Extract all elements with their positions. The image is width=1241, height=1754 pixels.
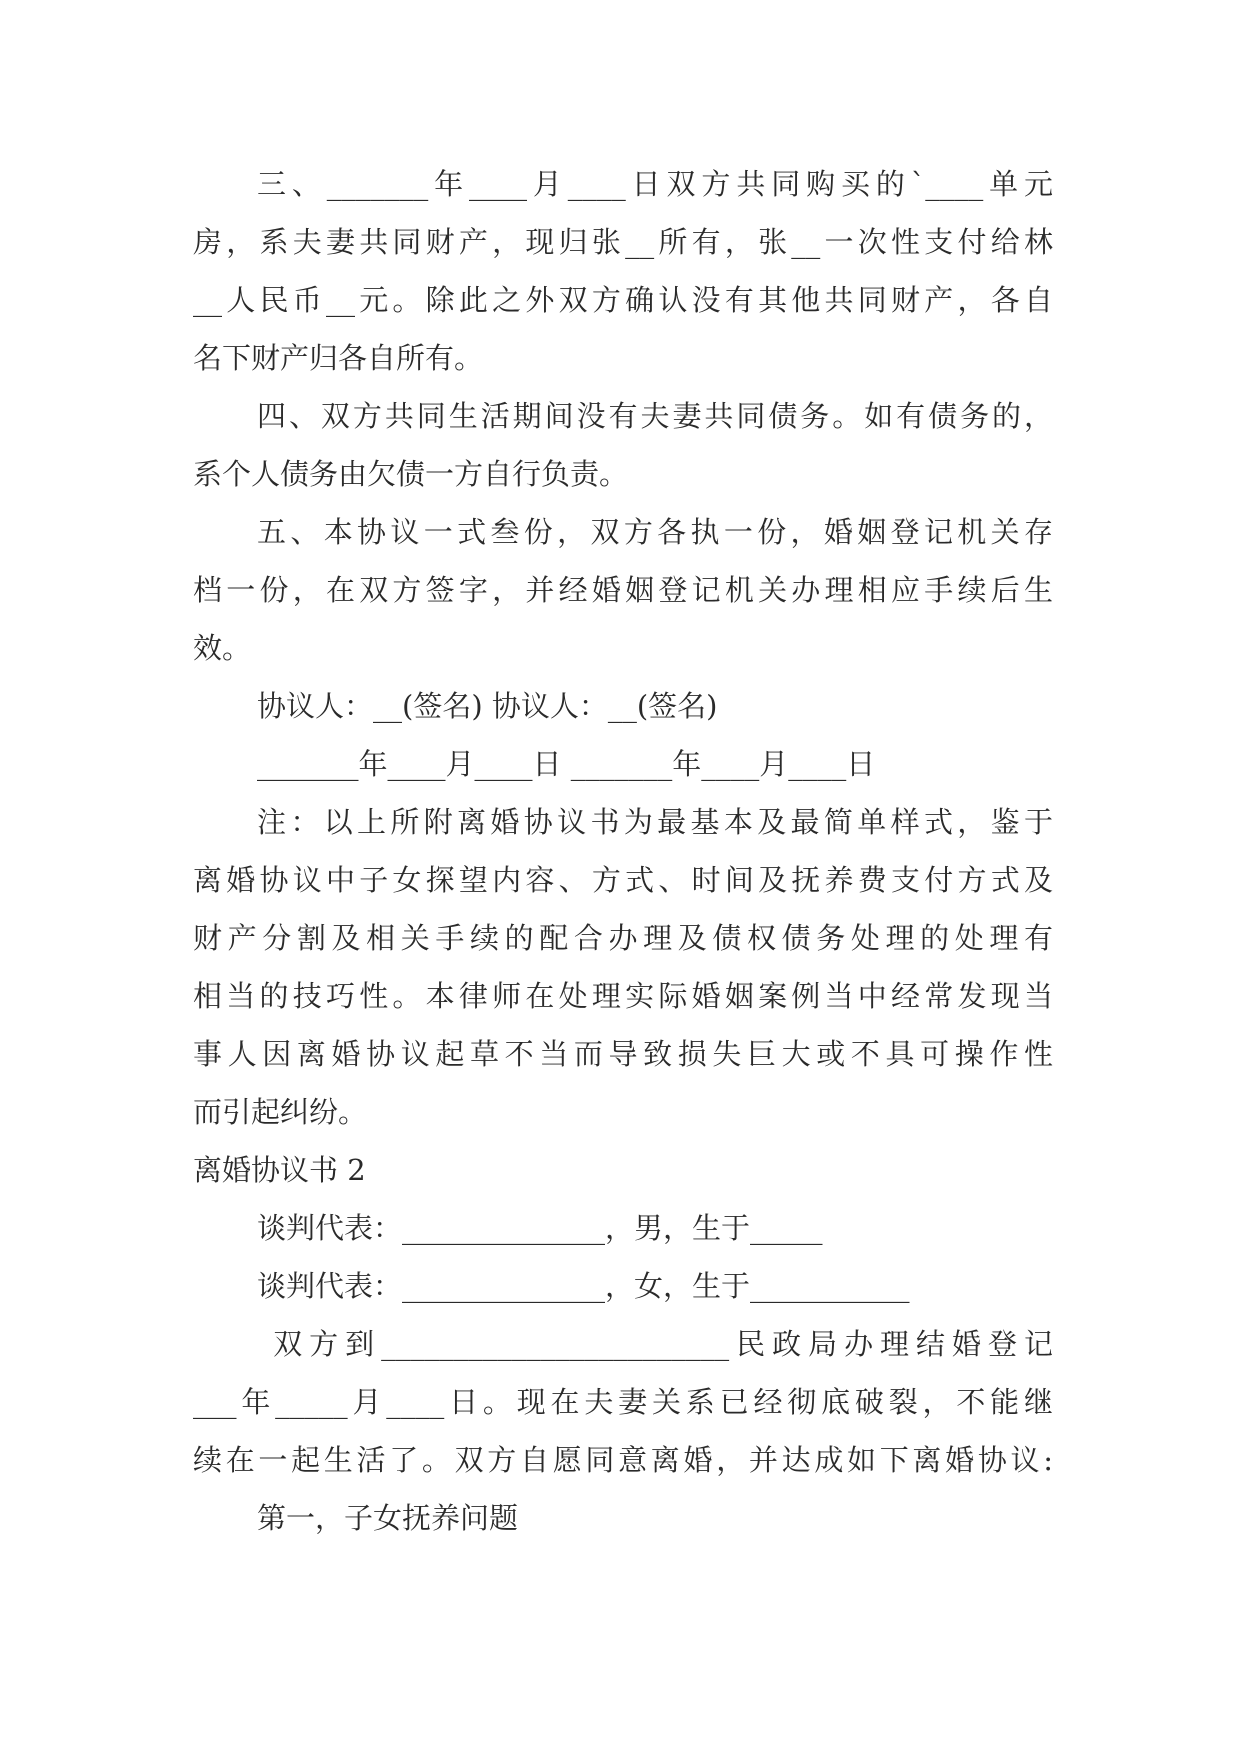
paragraph-line: 档一份，在双方签字，并经婚姻登记机关办理相应手续后生: [193, 573, 1053, 607]
paragraph-line: 效。: [193, 631, 252, 665]
paragraph-line: 双方到________________________民政局办理结婚登记: [257, 1327, 1053, 1361]
note-line: 事人因离婚协议起草不当而导致损失巨大或不具可操作性: [193, 1037, 1053, 1071]
note-line: 离婚协议中子女探望内容、方式、时间及抚养费支付方式及: [193, 863, 1053, 897]
paragraph-line: __人民币__元。除此之外双方确认没有其他共同财产，各自: [193, 283, 1053, 317]
note-line: 注：以上所附离婚协议书为最基本及最简单样式，鉴于: [257, 805, 1053, 839]
representative-line: 谈判代表：______________，男，生于_____: [257, 1211, 823, 1245]
representative-line: 谈判代表：______________，女，生于___________: [257, 1269, 910, 1303]
clause-heading: 第一，子女抚养问题: [257, 1501, 519, 1535]
paragraph-line: 三、_______年____月____日双方共同购买的`____单元: [257, 167, 1053, 201]
paragraph-line: 续在一起生活了。双方自愿同意离婚，并达成如下离婚协议:: [193, 1443, 1053, 1477]
note-line: 相当的技巧性。本律师在处理实际婚姻案例当中经常发现当: [193, 979, 1053, 1013]
paragraph-line: 系个人债务由欠债一方自行负责。: [193, 457, 629, 491]
paragraph-line: ___年_____月____日。现在夫妻关系已经彻底破裂，不能继: [193, 1385, 1053, 1419]
paragraph-line: 房，系夫妻共同财产，现归张__所有，张__一次性支付给林: [193, 225, 1053, 259]
section-title: 离婚协议书 2: [193, 1153, 366, 1187]
note-line: 财产分割及相关手续的配合办理及债权债务处理的处理有: [193, 921, 1053, 955]
paragraph-line: 名下财产归各自所有。: [193, 341, 484, 375]
document-body: [193, 155, 1053, 1547]
paragraph-line: 四、双方共同生活期间没有夫妻共同债务。如有债务的，: [257, 399, 1053, 433]
paragraph-line: 五、本协议一式叁份，双方各执一份，婚姻登记机关存: [257, 515, 1053, 549]
date-line: _______年____月____日 _______年____月____日: [257, 747, 876, 781]
note-line: 而引起纠纷。: [193, 1095, 368, 1129]
signature-line: 协议人：__(签名) 协议人：__(签名): [257, 689, 718, 723]
